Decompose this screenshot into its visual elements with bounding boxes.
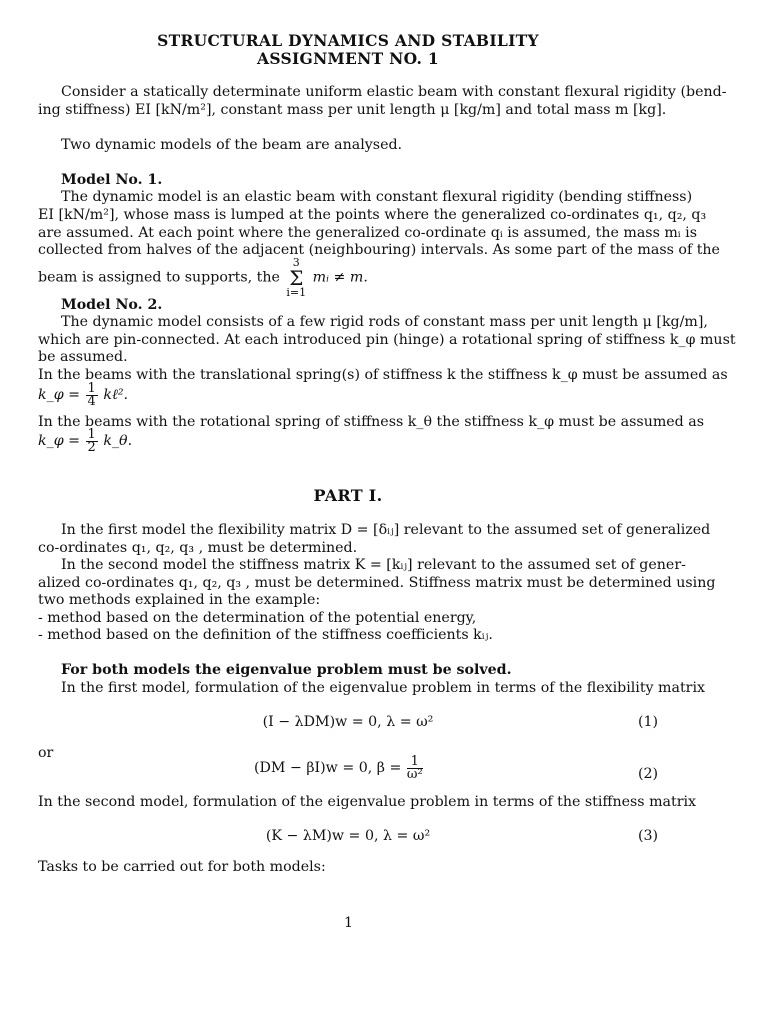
sigma-glyph: Σ: [289, 266, 304, 290]
part1-p2-line-1: In the second model the stiffness matrix K = [kᵢⱼ] relevant to the assumed set of gener-: [61, 557, 686, 573]
intro-line-2: ing stiffness) EI [kN/m²], constant mass per unit length μ [kg/m] and total mass m [kg].: [38, 102, 667, 118]
fraction-beta: [407, 756, 423, 781]
part1-p1-line-1: In the first model the flexibility matrix D = [δᵢⱼ] relevant to the assumed set of generalized: [61, 522, 711, 538]
equation-2: [254, 756, 424, 781]
part1-p2-line-2: alized co-ordinates q₁, q₂, q₃ , must be determined. Stiffness matrix must be determined using: [38, 575, 716, 591]
model1-line-1: The dynamic model is an elastic beam with constant flexural rigidity (bending stiffness): [61, 189, 693, 205]
equation-2-number: (2): [638, 766, 659, 782]
model2-line-1: The dynamic model consists of a few rigid rods of constant mass per unit length μ [kg/m],: [61, 314, 708, 330]
second-model-eigen-line: In the second model, formulation of the eigenvalue problem in terms of the stiffness matrix: [38, 794, 697, 810]
formula-2-lhs: k_φ =: [38, 433, 81, 449]
model2-line-3: be assumed.: [38, 349, 128, 365]
formula-2-rhs: k_θ.: [103, 433, 133, 449]
formula-k-phi-translational: [38, 383, 128, 408]
fraction-one-quarter: [86, 383, 98, 408]
sum-upper-limit: 3: [292, 256, 300, 269]
sum-lower-limit: i=1: [286, 286, 307, 299]
equation-1-number: (1): [638, 714, 659, 730]
eigen-bold-statement: For both models the eigenvalue problem must be solved.: [61, 662, 512, 678]
intro-line-1: Consider a statically determinate uniform elastic beam with constant flexural rigidity (bend-: [61, 84, 727, 100]
formula-k-phi-rotational: [38, 429, 132, 454]
tasks-line: Tasks to be carried out for both models:: [38, 859, 326, 875]
model2-heading: Model No. 2.: [61, 297, 163, 313]
fraction-one-half: [86, 429, 98, 454]
model2-line-5: In the beams with the rotational spring of stiffness k_θ the stiffness k_φ must be assumed as: [38, 414, 705, 430]
title-line-1: STRUCTURAL DYNAMICS AND STABILITY: [157, 31, 539, 50]
model2-line-2: which are pin-connected. At each introduced pin (hinge) a rotational spring of stiffness k_φ must: [38, 332, 736, 348]
page-number: 1: [344, 915, 354, 931]
fraction-denominator: 4: [87, 394, 96, 409]
formula-1-rhs: kℓ².: [103, 387, 129, 403]
part1-p2-line-3: two methods explained in the example:: [38, 592, 321, 608]
model1-line-5a: beam is assigned to supports, the: [38, 269, 280, 286]
model1-line-3: are assumed. At each point where the generalized co-ordinate qᵢ is assumed, the mass mᵢ is: [38, 225, 697, 241]
equation-3: (K − λM)w = 0, λ = ω²: [265, 828, 431, 844]
method-1: - method based on the determination of the potential energy,: [38, 610, 477, 626]
or-text: or: [38, 745, 54, 761]
model1-heading: Model No. 1.: [61, 172, 163, 188]
fraction-denominator: ω²: [406, 767, 423, 782]
equation-2-lhs: (DM − βI)w = 0, β =: [254, 760, 402, 776]
part1-p1-line-2: co-ordinates q₁, q₂, q₃ , must be determined.: [38, 540, 358, 556]
formula-1-lhs: k_φ =: [38, 387, 81, 403]
summation-symbol: [286, 258, 306, 298]
part1-heading: PART I.: [313, 486, 383, 505]
first-model-eigen-line: In the first model, formulation of the eigenvalue problem in terms of the flexibility matrix: [61, 680, 705, 696]
method-2: - method based on the definition of the stiffness coefficients kᵢⱼ.: [38, 627, 493, 643]
fraction-numerator: 1: [407, 756, 423, 769]
model1-line-2: EI [kN/m²], whose mass is lumped at the points where the generalized co-ordinates q₁, q₂, q₃: [38, 207, 707, 223]
fraction-denominator: 2: [87, 440, 96, 455]
equation-1: (I − λDM)w = 0, λ = ω²: [262, 714, 434, 730]
model1-sum-line: [38, 258, 368, 298]
model1-line-4: collected from halves of the adjacent (neighbouring) intervals. As some part of the mass of the: [38, 242, 720, 258]
title-line-2: ASSIGNMENT NO. 1: [257, 49, 439, 68]
intro-line-3: Two dynamic models of the beam are analysed.: [61, 137, 403, 153]
model2-line-4: In the beams with the translational spring(s) of stiffness k the stiffness k_φ must be assumed as: [38, 367, 728, 383]
fraction-numerator: 1: [87, 381, 96, 396]
equation-3-number: (3): [638, 828, 659, 844]
fraction-numerator: 1: [87, 427, 96, 442]
model1-line-5b: mᵢ ≠ m.: [312, 269, 368, 286]
